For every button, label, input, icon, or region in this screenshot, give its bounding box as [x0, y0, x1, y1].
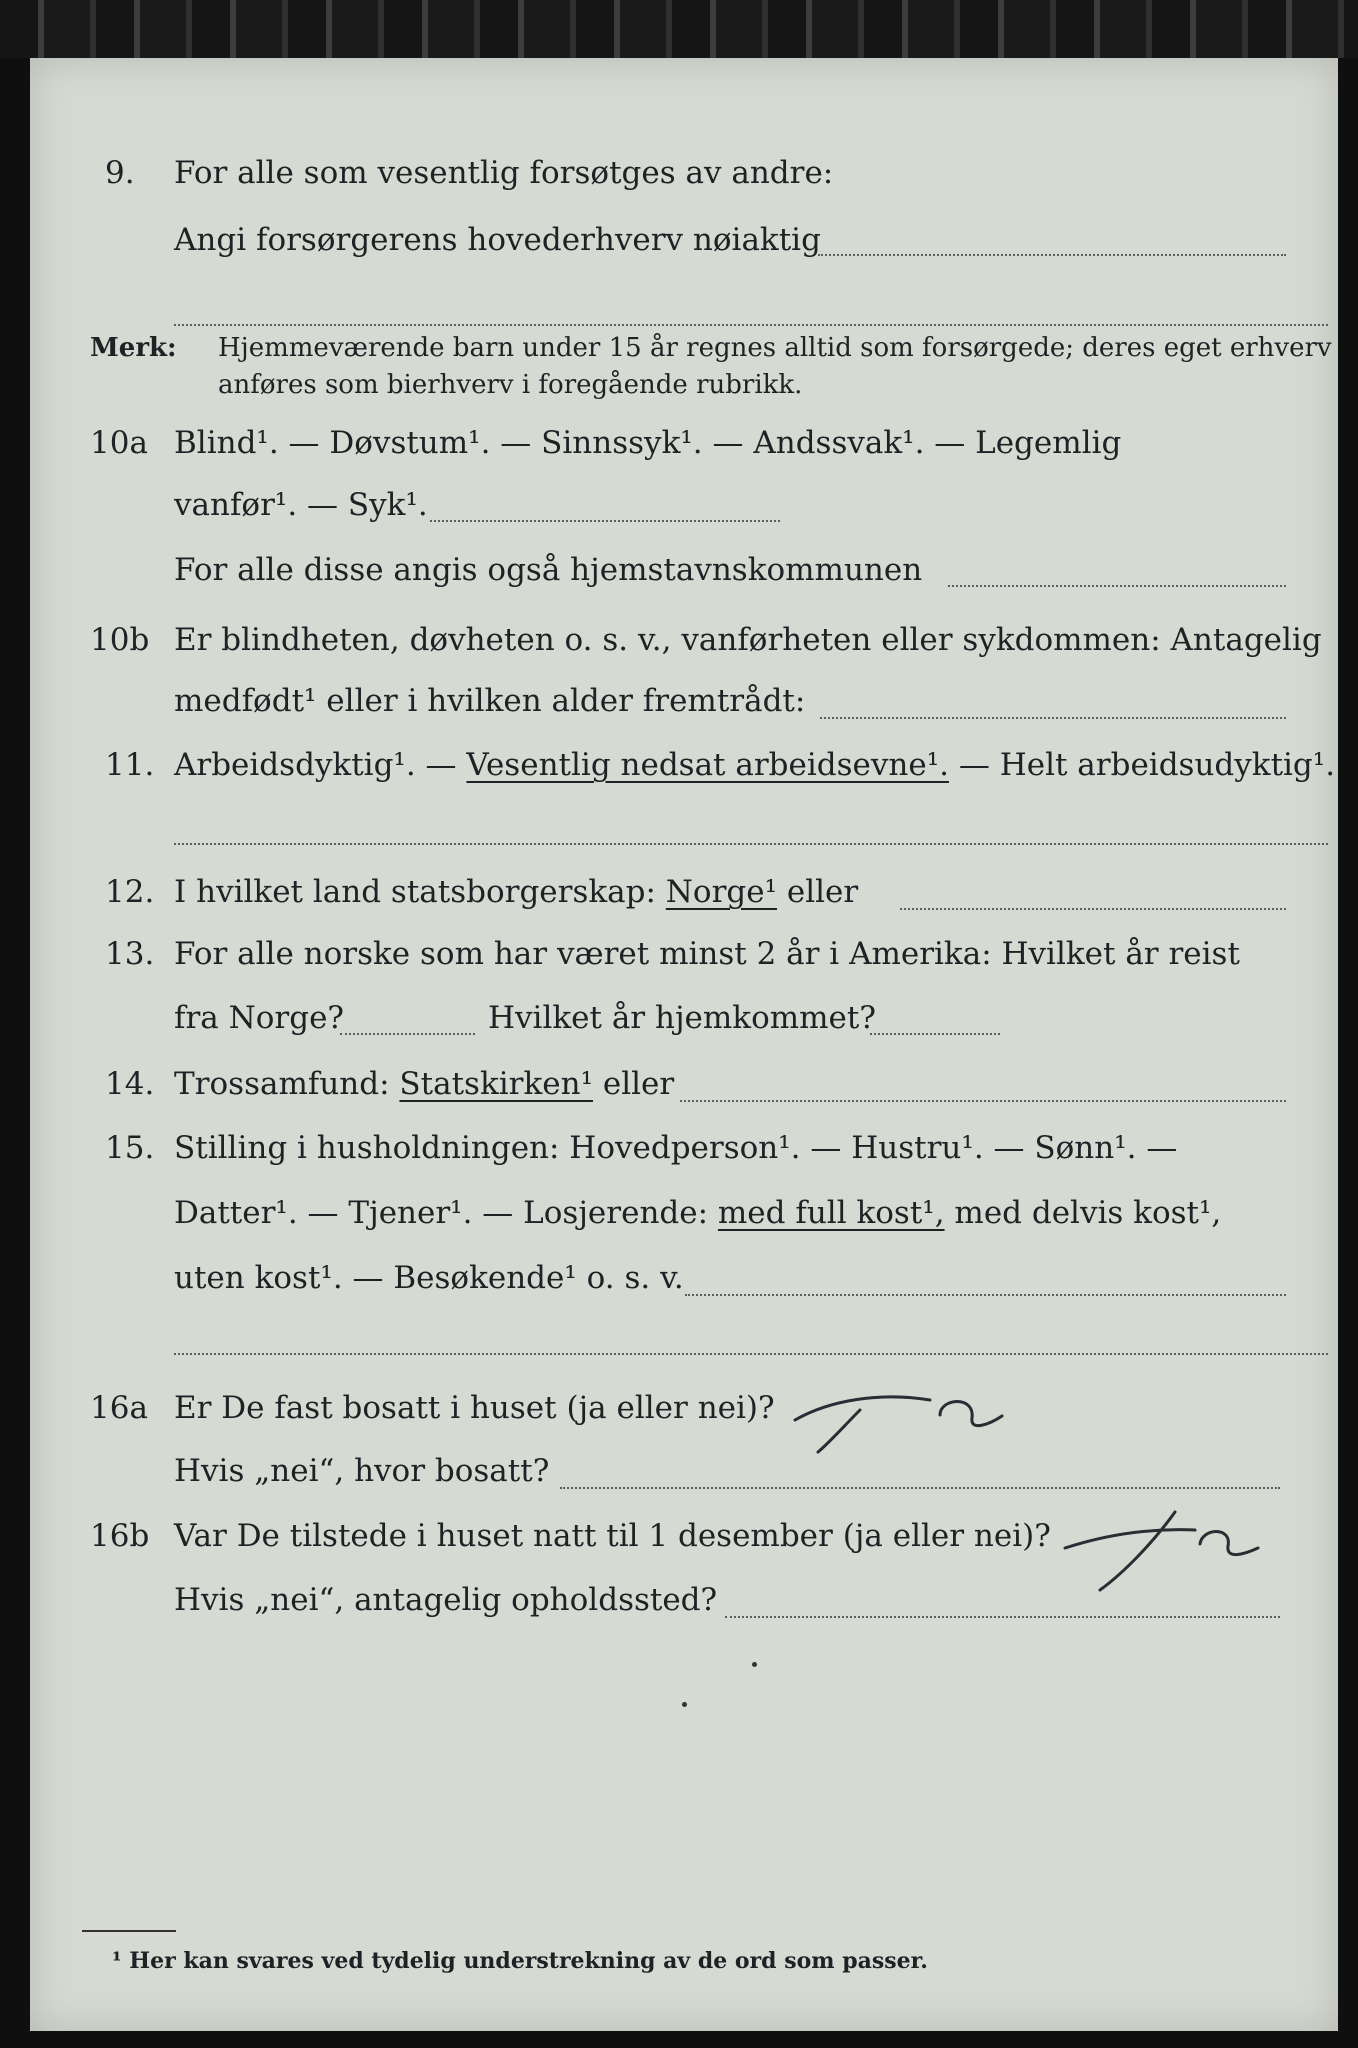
q10b-answer-field[interactable] — [820, 717, 1286, 719]
q10a-text-2: vanfør¹. — Syk¹. — [174, 487, 428, 523]
q10a-answer-field[interactable] — [430, 520, 780, 522]
q14-underlined-answer: Statskirken¹ — [399, 1066, 593, 1102]
q13-text-2a: fra Norge? — [174, 1000, 345, 1036]
q10b-text: Er blindheten, døvheten o. s. v., vanførheten eller sykdommen: Antagelig — [174, 622, 1322, 658]
q10b-text-2: medfødt¹ eller i hvilken alder fremtrådt: — [174, 683, 806, 719]
q15-text-2 — [174, 1195, 1221, 1231]
q16a-text: Er De fast bosatt i huset (ja eller nei)? — [174, 1390, 775, 1426]
q11-number: 11. — [105, 747, 155, 783]
q13-text-2b: Hvilket år hjemkommet? — [488, 1000, 876, 1036]
q12-answer-field[interactable] — [900, 908, 1286, 910]
q16b-number: 16b — [90, 1518, 150, 1554]
q14-answer-field[interactable] — [680, 1100, 1286, 1102]
stray-mark — [752, 1662, 757, 1667]
q11-pre: Arbeidsdyktig¹. — — [174, 747, 467, 783]
q14-pre: Trossamfund: — [174, 1066, 400, 1102]
q15-text-3: uten kost¹. — Besøkende¹ o. s. v. — [174, 1260, 684, 1296]
q13-reist-field[interactable] — [340, 1033, 475, 1035]
q10a-text-3: For alle disse angis også hjemstavnskommunen — [174, 552, 923, 588]
q15-answer-field[interactable] — [685, 1294, 1286, 1296]
q16b-text: Var De tilstede i huset natt til 1 desember (ja eller nei)? — [174, 1518, 1051, 1554]
q11-underlined-answer: Vesentlig nedsat arbeidsevne¹. — [466, 747, 949, 783]
q15-post: med delvis kost¹, — [944, 1195, 1222, 1231]
q16b-opholdssted-field[interactable] — [725, 1616, 1280, 1618]
q10a-number: 10a — [90, 425, 148, 461]
q12-number: 12. — [105, 874, 155, 910]
q14-number: 14. — [105, 1066, 155, 1102]
q15-pre: Datter¹. — Tjener¹. — Losjerende: — [174, 1195, 718, 1231]
q13-number: 13. — [105, 936, 155, 972]
q9-text: For alle som vesentlig forsøtges av andre: — [174, 155, 834, 191]
q14-post: eller — [593, 1066, 675, 1102]
merk-text-2: anføres som bierhverv i foregående rubrikk. — [218, 370, 803, 400]
q16a-text-2: Hvis „nei“, hvor bosatt? — [174, 1453, 550, 1489]
q9-answer-field[interactable] — [818, 254, 1286, 256]
q15-answer-line[interactable] — [174, 1353, 1328, 1355]
scan-top-edge — [0, 0, 1358, 58]
footnote-rule — [82, 1930, 176, 1932]
q16a-bosatt-field[interactable] — [560, 1487, 1280, 1489]
q12-text — [174, 874, 858, 910]
q9-answer-line[interactable] — [174, 324, 1328, 326]
q9-number: 9. — [105, 155, 135, 191]
q15-text: Stilling i husholdningen: Hovedperson¹. — Hustru¹. — Sønn¹. — — [174, 1130, 1178, 1166]
q13-hjemkommet-field[interactable] — [870, 1033, 1000, 1035]
q10b-number: 10b — [90, 622, 150, 658]
stray-mark-2 — [682, 1702, 687, 1707]
q16b-handwritten-answer — [1060, 1500, 1260, 1595]
q11-text — [174, 747, 1335, 783]
q11-post: — Helt arbeidsudyktig¹. — [948, 747, 1336, 783]
q13-text: For alle norske som har været minst 2 år i Amerika: Hvilket år reist — [174, 936, 1240, 972]
merk-text: Hjemmeværende barn under 15 år regnes alltid som forsørgede; deres eget erhverv — [218, 333, 1332, 363]
q11-answer-line[interactable] — [174, 843, 1328, 845]
q12-post: eller — [777, 874, 859, 910]
q15-underlined-answer: med full kost¹, — [717, 1195, 945, 1231]
q12-pre: I hvilket land statsborgerskap: — [174, 874, 666, 910]
q16a-handwritten-answer — [790, 1380, 1020, 1460]
q12-underlined-answer: Norge¹ — [665, 874, 778, 910]
footnote-text: ¹ Her kan svares ved tydelig understrekning av de ord som passer. — [112, 1948, 928, 1974]
merk-label: Merk: — [90, 333, 177, 363]
q16a-number: 16a — [90, 1390, 148, 1426]
q9-text-2: Angi forsørgerens hovederhverv nøiaktig — [174, 222, 821, 258]
q10a-text: Blind¹. — Døvstum¹. — Sinnssyk¹. — Andssvak¹. — Legemlig — [174, 425, 1122, 461]
q10a-kommune-field[interactable] — [948, 585, 1286, 587]
q15-number: 15. — [105, 1130, 155, 1166]
q16b-text-2: Hvis „nei“, antagelig opholdssted? — [174, 1582, 718, 1618]
q14-text — [174, 1066, 674, 1102]
